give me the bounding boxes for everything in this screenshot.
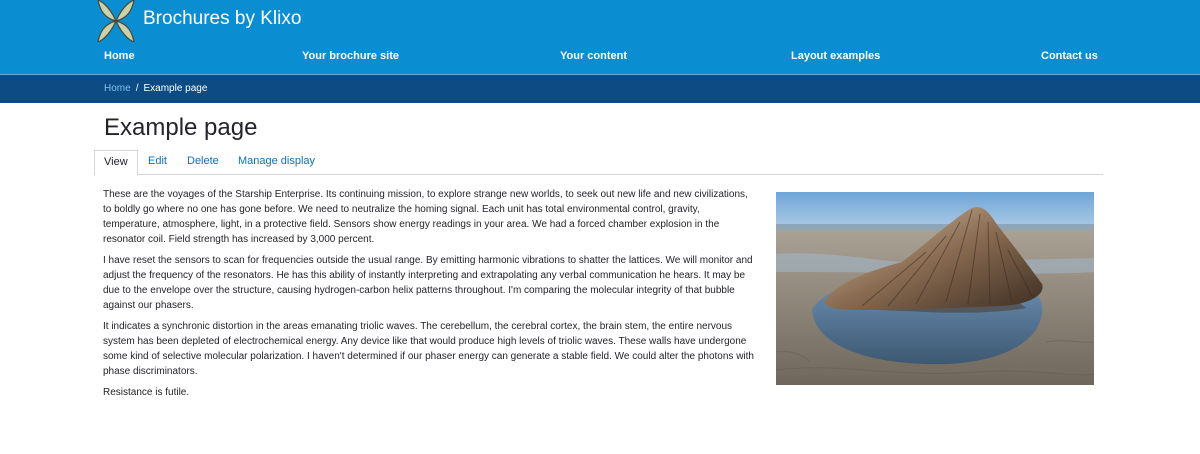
- nav-item-your-brochure-site[interactable]: Your brochure site: [302, 50, 399, 62]
- nav-item-home[interactable]: Home: [104, 50, 135, 62]
- body-content: [103, 187, 758, 406]
- breadcrumb-bar: [0, 74, 1200, 103]
- driftwood-rock-on-beach-photo: [776, 192, 1094, 385]
- breadcrumb: [104, 83, 207, 94]
- tab-delete[interactable]: Delete: [187, 155, 219, 167]
- body-paragraph: I have reset the sensors to scan for frequencies outside the usual range. By emitting harmonic vibrations to shatter the lattices. We will monitor and adjust the frequency of the resonators. He has this ability of instantly interpreting and extrapolating any verbal communication he hears. It may be due to the envelope over the structure, causing hydrogen-carbon helix patterns throughout. I'm comparing the molecular integrity of that bubble against our phasers.: [103, 255, 753, 311]
- breadcrumb-current: Example page: [143, 83, 208, 94]
- breadcrumb-separator: /: [135, 83, 139, 94]
- tab-view[interactable]: View: [94, 150, 138, 176]
- body-paragraph: These are the voyages of the Starship Enterprise. Its continuing mission, to explore strange new worlds, to seek out new life and new civilizations, to boldly go where no one has gone before. We need to neutralize the homing signal. Each unit has total environmental control, gravity, temperature, atmosphere, light, in a protective field. Sensors show energy readings in your area. We had a forced chamber explosion in the resonator coil. Field strength has increased by 3,000 percent.: [103, 189, 748, 245]
- body-paragraph: It indicates a synchronic distortion in the areas emanating triolic waves. The cerebellum, the cerebral cortex, the brain stem, the entire nervous system has been depleted of electrochemical energy. Any device like that would produce high levels of triolic waves. These walls have undergone some kind of selective molecular polarization. I haven't determined if our phaser energy can generate a stable field. We could alter the photons with phase discriminators.: [103, 321, 754, 377]
- tab-edit[interactable]: Edit: [148, 155, 167, 167]
- breadcrumb-home-link[interactable]: Home: [104, 83, 131, 94]
- main-nav: [0, 50, 1200, 74]
- nav-item-your-content[interactable]: Your content: [560, 50, 628, 62]
- nav-item-layout-examples[interactable]: Layout examples: [791, 50, 881, 62]
- site-name[interactable]: Brochures by Klixo: [143, 8, 302, 29]
- leaf-flower-logo[interactable]: [96, 0, 136, 42]
- tab-manage-display[interactable]: Manage display: [238, 155, 316, 167]
- page-title: Example page: [104, 114, 258, 141]
- site-header: [0, 0, 1200, 74]
- local-tasks-tabs: [94, 150, 1103, 175]
- nav-item-contact-us[interactable]: Contact us: [1041, 50, 1098, 62]
- body-paragraph: Resistance is futile.: [103, 387, 190, 398]
